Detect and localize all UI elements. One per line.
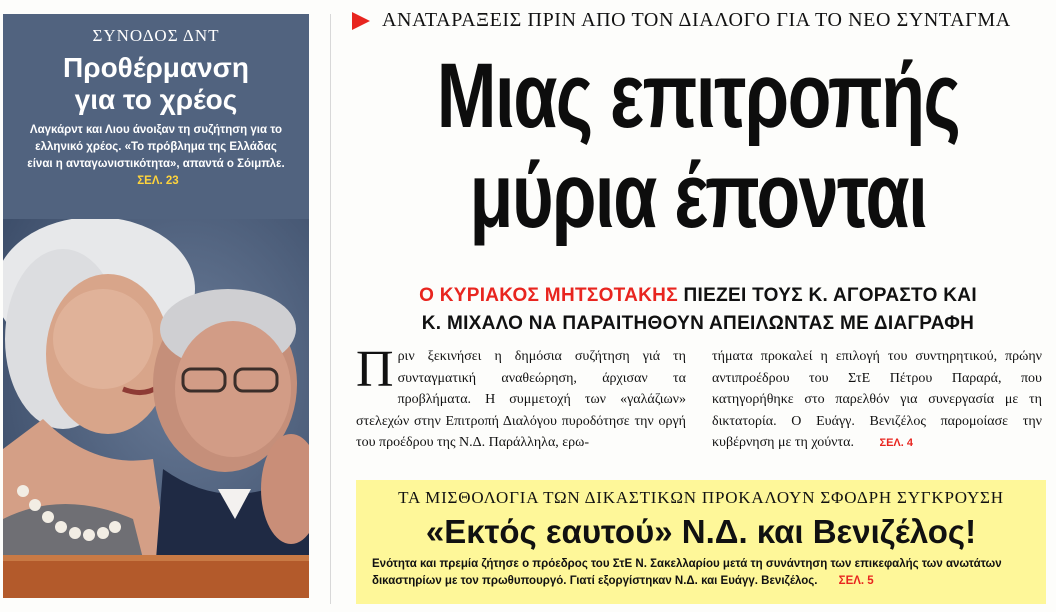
sidebar-page-ref: ΣΕΛ. 23 bbox=[137, 175, 179, 187]
subheadline-rest: ΠΙΕΖΕΙ ΤΟΥΣ Κ. ΑΓΟΡΑΣΤΟ ΚΑΙ bbox=[677, 285, 977, 306]
box-kicker: ΤΑ ΜΙΣΘΟΛΟΓΙΑ ΤΩΝ ΔΙΚΑΣΤΙΚΩΝ ΠΡΟΚΑΛΟΥΝ ΣΦΟΔΡΗ ΣΥΓΚΡΟΥΣΗ bbox=[398, 488, 1004, 507]
subheadline bbox=[346, 282, 1050, 338]
box-body bbox=[356, 556, 1046, 590]
sidebar-title-line1: Προθέρμανση bbox=[63, 52, 249, 83]
sidebar-body-text: Λαγκάρντ και Λιου άνοιξαν τη συζήτηση για το ελληνικό χρέος. «Το πρόβλημα της Ελλάδας είναι η ανταγωνιστικότητα», απαντά ο Σόιμπλε. bbox=[27, 124, 285, 170]
sidebar-story bbox=[3, 14, 309, 598]
overline bbox=[352, 9, 1011, 32]
article-column-1 bbox=[356, 341, 686, 455]
subheadline-line2: Κ. ΜΙΧΑΛΟ ΝΑ ΠΑΡΑΙΤΗΘΟΥΝ ΑΠΕΙΛΩΝΤΑΣ ΜΕ ΔΙΑΓΡΑΦΗ bbox=[421, 313, 975, 334]
subheadline-name: Ο ΚΥΡΙΑΚΟΣ ΜΗΤΣΟΤΑΚΗΣ bbox=[419, 285, 678, 306]
article-column-1-text: ριν ξεκινήσει η δημόσια συζήτηση γιά τη συνταγματική αναθεώρηση, άρχισαν τα προβλήματα. Η συμμετοχή των «γαλάζιων» στελεχών στην Επιτροπή Διαλόγου πυροδότησε την οργή του προέδρου της Ν.Δ. Παράλληλα, ερω- bbox=[356, 349, 686, 450]
main-page-ref: ΣΕΛ. 4 bbox=[879, 437, 913, 449]
headline-line2: μύρια έπονται bbox=[469, 145, 927, 247]
box-title: «Εκτός εαυτού» Ν.Δ. και Βενιζέλος! bbox=[425, 513, 977, 550]
sidebar-story-text bbox=[3, 14, 309, 190]
article-columns bbox=[356, 341, 1046, 455]
column-divider bbox=[330, 14, 331, 604]
headline-line1: Μιας επιτροπής bbox=[436, 45, 960, 147]
article-column-2 bbox=[712, 346, 1042, 455]
box-body-text: Ενότητα και πρεμία ζήτησε ο πρόεδρος του ΣτΕ Ν. Σακελλαρίου μετά τη συνάντηση των επικεφαλής των ανωτάτων δικαστηρίων με τον πρωθυπουργό. Γιατί εξοργίστηκαν Ν.Δ. και Ευάγγ. Βενιζέλος. bbox=[372, 558, 1002, 587]
sidebar-title-line2: για το χρέος bbox=[74, 84, 238, 115]
sidebar-body bbox=[3, 122, 309, 190]
drop-cap: Π bbox=[356, 341, 394, 398]
headline bbox=[423, 46, 972, 246]
box-page-ref: ΣΕΛ. 5 bbox=[838, 575, 874, 587]
sidebar-title bbox=[3, 52, 309, 116]
sidebar-kicker: ΣΥΝΟΔΟΣ ΔΝΤ bbox=[92, 26, 220, 45]
subheadline-line1 bbox=[346, 282, 1050, 310]
lagarde-schaeuble-photo bbox=[3, 219, 309, 598]
article-column-2-text: τήματα προκαλεί η επιλογή του συντηρητικού, πρώην αντιπροέδρου του ΣτΕ Πέτρου Παραρά, που κατηγορήθηκε στο παρελθόν για συνεργασία με τη δικτατορία. Ο Ευάγγ. Βενιζέλος παρομοίασε την κυβέρνηση με τη χούντα. bbox=[712, 349, 1042, 450]
red-arrow-icon bbox=[352, 12, 370, 30]
overline-text: ΑΝΑΤΑΡΑΞΕΙΣ ΠΡΙΝ ΑΠΟ ΤΟΝ ΔΙΑΛΟΓΟ ΓΙΑ ΤΟ ΝΕΟ ΣΥΝΤΑΓΜΑ bbox=[382, 9, 1011, 31]
secondary-story-box bbox=[356, 480, 1046, 604]
